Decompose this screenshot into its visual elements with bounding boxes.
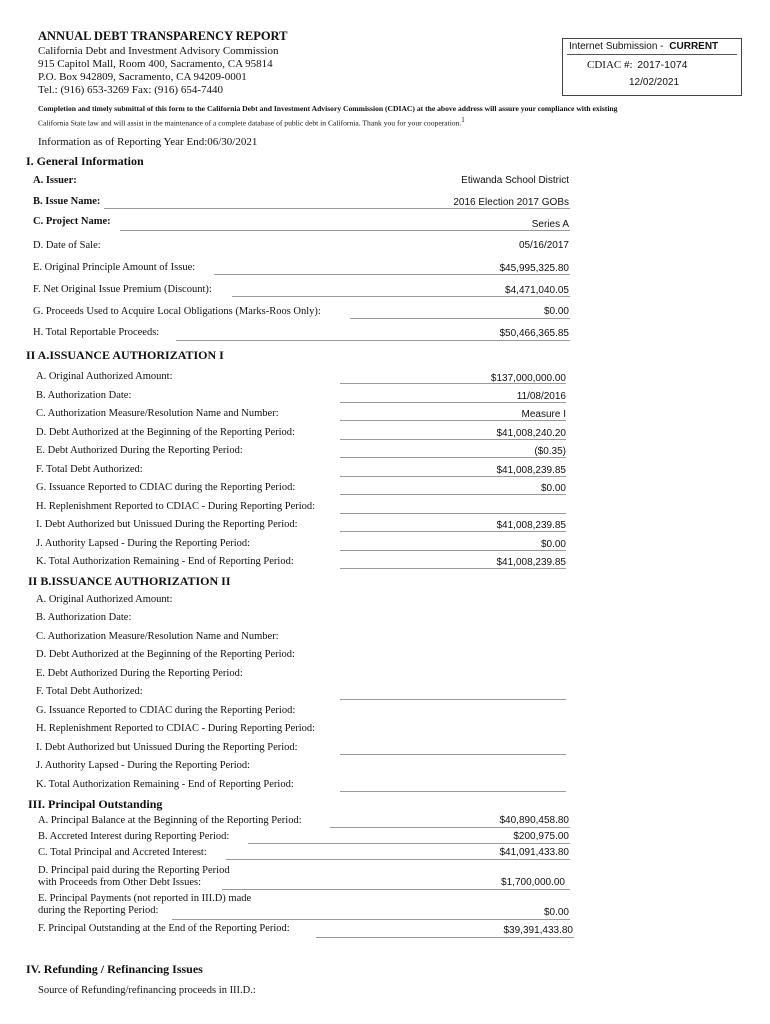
auth1-remaining-value: $41,008,239.85 — [496, 557, 566, 568]
report-title: ANNUAL DEBT TRANSPARENCY REPORT — [38, 29, 288, 43]
auth2-during-label: E. Debt Authorized During the Reporting Period: — [36, 668, 243, 679]
auth1-beginning-label: D. Debt Authorized at the Beginning of the Reporting Period: — [36, 427, 295, 438]
section-general-information-heading: I. General Information — [26, 154, 144, 168]
principal-paid-other-label-2: with Proceeds from Other Debt Issues: — [38, 877, 202, 888]
auth2-replenishment-label: H. Replenishment Reported to CDIAC - During Reporting Period: — [36, 723, 316, 734]
auth1-issuance-reported-label: G. Issuance Reported to CDIAC during the Reporting Period: — [36, 482, 296, 493]
principal-outstanding-end-value: $39,391,433.80 — [503, 925, 573, 936]
principal-beginning-label: A. Principal Balance at the Beginning of the Reporting Period: — [38, 815, 302, 826]
auth1-beginning-value: $41,008,240.20 — [496, 428, 566, 439]
agency-address-1: 915 Capitol Mall, Room 400, Sacramento, CA 95814 — [38, 58, 273, 70]
net-premium-value: $4,471,040.05 — [505, 285, 569, 296]
net-premium-label: F. Net Original Issue Premium (Discount): — [33, 284, 212, 295]
original-principal-value: $45,995,325.80 — [499, 263, 569, 274]
principal-payments-label-1: E. Principal Payments (not reported in III.D) made — [38, 893, 252, 904]
submission-box — [562, 38, 742, 96]
submission-status: CURRENT — [669, 41, 719, 52]
original-principal-label: E. Original Principle Amount of Issue: — [33, 262, 196, 273]
auth1-issuance-reported-value: $0.00 — [540, 483, 566, 494]
notice-footnote: 1 — [461, 116, 465, 124]
accreted-interest-label: B. Accreted Interest during Reporting Period: — [38, 831, 230, 842]
issue-name-value: 2016 Election 2017 GOBs — [453, 197, 569, 208]
auth1-replenishment-label: H. Replenishment Reported to CDIAC - During Reporting Period: — [36, 501, 316, 512]
section-authorization-1-heading: II A.ISSUANCE AUTHORIZATION I — [26, 348, 224, 362]
section-refunding-heading: IV. Refunding / Refinancing Issues — [26, 962, 203, 976]
auth1-lapsed-value: $0.00 — [540, 539, 566, 550]
auth2-unissued-label: I. Debt Authorized but Unissued During the Reporting Period: — [36, 742, 298, 753]
total-principal-label: C. Total Principal and Accreted Interest: — [38, 847, 207, 858]
submission-label: Internet Submission - CURRENT — [569, 41, 719, 52]
section-authorization-2-heading: II B.ISSUANCE AUTHORIZATION II — [28, 574, 231, 588]
proceeds-marks-roos-value: $0.00 — [543, 306, 569, 317]
auth2-remaining-label: K. Total Authorization Remaining - End of Reporting Period: — [36, 779, 294, 790]
auth1-total-value: $41,008,239.85 — [496, 465, 566, 476]
auth2-issuance-reported-label: G. Issuance Reported to CDIAC during the Reporting Period: — [36, 705, 296, 716]
auth1-measure-label: C. Authorization Measure/Resolution Name and Number: — [36, 408, 279, 419]
refunding-source-label: Source of Refunding/refinancing proceeds in III.D.: — [38, 985, 256, 996]
section-principal-outstanding-heading: III. Principal Outstanding — [28, 797, 163, 811]
auth1-total-label: F. Total Debt Authorized: — [36, 464, 143, 475]
project-name-value: Series A — [531, 219, 569, 230]
reporting-year-end: Information as of Reporting Year End:06/30/2021 — [38, 136, 258, 148]
auth2-total-label: F. Total Debt Authorized: — [36, 686, 143, 697]
proceeds-marks-roos-label: G. Proceeds Used to Acquire Local Obligations (Marks-Roos Only): — [33, 306, 321, 317]
issuer-label: A. Issuer: — [33, 175, 77, 186]
total-reportable-proceeds-value: $50,466,365.85 — [499, 328, 569, 339]
auth1-date-label: B. Authorization Date: — [36, 390, 132, 401]
auth1-lapsed-label: J. Authority Lapsed - During the Reporting Period: — [36, 538, 251, 549]
notice-line-2: California State law and will assist in the maintenance of a complete database of public debt in California. Thank you for your cooperation.$^1$ — [38, 116, 465, 128]
project-name-label: C. Project Name: — [33, 216, 111, 227]
auth1-remaining-label: K. Total Authorization Remaining - End of Reporting Period: — [36, 556, 294, 567]
agency-name: California Debt and Investment Advisory Commission — [38, 45, 279, 57]
auth1-original-amount-label: A. Original Authorized Amount: — [36, 371, 173, 382]
issue-name-label: B. Issue Name: — [33, 196, 101, 207]
date-of-sale-value: 05/16/2017 — [518, 240, 569, 251]
agency-address-2: P.O. Box 942809, Sacramento, CA 94209-0001 — [38, 71, 247, 83]
principal-outstanding-end-label: F. Principal Outstanding at the End of the Reporting Period: — [38, 923, 290, 934]
auth2-measure-label: C. Authorization Measure/Resolution Name and Number: — [36, 631, 279, 642]
notice-line-1: Completion and timely submittal of this form to the California Debt and Investment Advisory Commission (CDIAC) at the above address will assure your compliance with existing — [38, 104, 618, 113]
principal-paid-other-label-1: D. Principal paid during the Reporting Period — [38, 865, 230, 876]
issuer-value: Etiwanda School District — [461, 175, 569, 186]
auth1-unissued-label: I. Debt Authorized but Unissued During the Reporting Period: — [36, 519, 298, 530]
auth1-date-value: 11/08/2016 — [516, 391, 566, 402]
agency-phone: Tel.: (916) 653-3269 Fax: (916) 654-7440 — [38, 84, 223, 96]
auth1-unissued-value: $41,008,239.85 — [496, 520, 566, 531]
auth1-during-value: ($0.35) — [534, 446, 566, 457]
principal-payments-label-2: during the Reporting Period: — [38, 905, 159, 916]
cdiac-number: CDIAC #: 2017-1074 — [587, 59, 688, 71]
total-reportable-proceeds-label: H. Total Reportable Proceeds: — [33, 327, 160, 338]
principal-payments-value: $0.00 — [543, 907, 569, 918]
auth1-original-amount-value: $137,000,000.00 — [490, 373, 566, 384]
date-of-sale-label: D. Date of Sale: — [33, 240, 101, 251]
auth1-during-label: E. Debt Authorized During the Reporting Period: — [36, 445, 243, 456]
auth2-date-label: B. Authorization Date: — [36, 612, 132, 623]
principal-beginning-value: $40,890,458.80 — [499, 815, 569, 826]
accreted-interest-value: $200,975.00 — [513, 831, 569, 842]
auth2-original-amount-label: A. Original Authorized Amount: — [36, 594, 173, 605]
auth2-lapsed-label: J. Authority Lapsed - During the Reporting Period: — [36, 760, 251, 771]
principal-paid-other-value: $1,700,000.00 — [501, 877, 565, 888]
auth1-measure-value: Measure I — [521, 409, 566, 420]
total-principal-value: $41,091,433.80 — [499, 847, 569, 858]
submission-date: 12/02/2021 — [629, 77, 680, 88]
auth2-beginning-label: D. Debt Authorized at the Beginning of the Reporting Period: — [36, 649, 295, 660]
